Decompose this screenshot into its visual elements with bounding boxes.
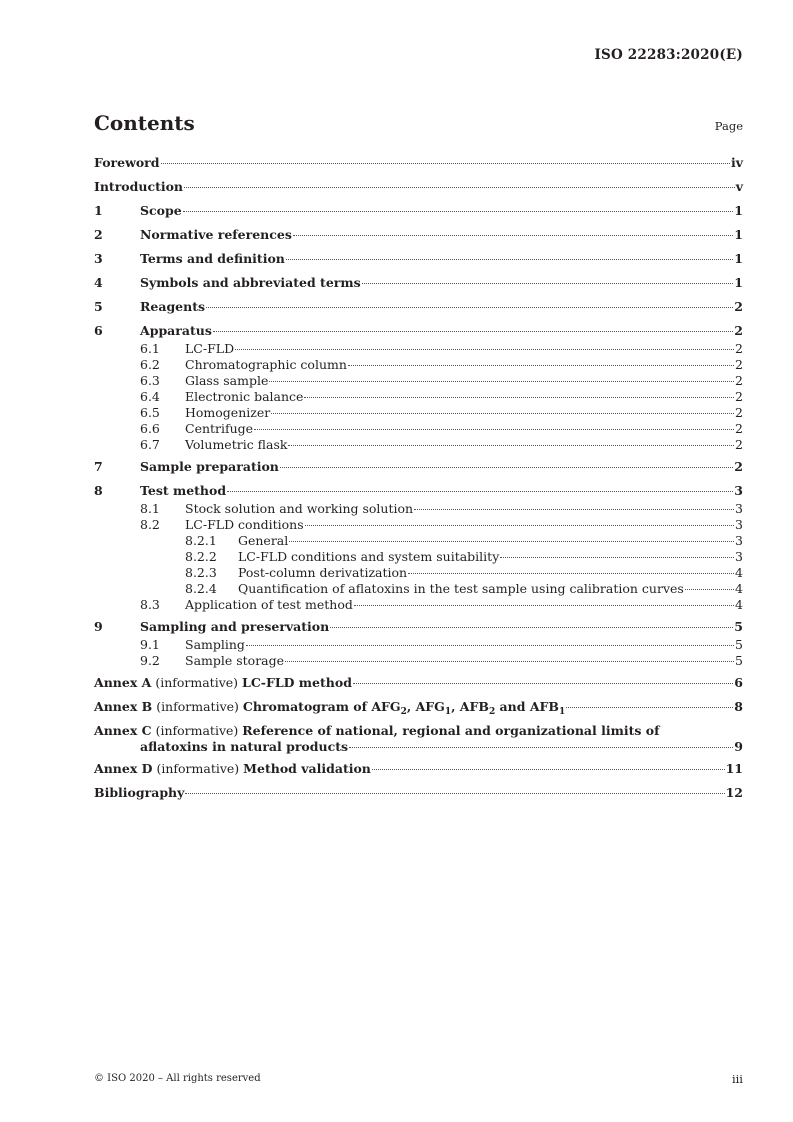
toc-title: LC-FLD conditions <box>185 517 304 532</box>
dot-leader <box>349 747 733 748</box>
toc-entry-6-5[interactable] <box>94 405 743 421</box>
toc-number: 1 <box>94 203 103 218</box>
toc-entry-8-2-2[interactable] <box>94 549 743 565</box>
dot-leader <box>362 283 734 284</box>
toc-entry-6-6[interactable] <box>94 421 743 437</box>
toc-number: 6.5 <box>140 405 160 420</box>
toc-title: Chromatogram of $AFG_2$, $AFG_1$, $AFB_2$ and $AFB_1$ <box>242 699 566 717</box>
toc-number: 6 <box>94 323 103 338</box>
toc-entry-bibliography[interactable] <box>94 785 743 809</box>
dot-leader <box>293 235 733 236</box>
dot-leader <box>269 381 734 382</box>
dot-leader <box>285 661 734 662</box>
toc-entry-6-1[interactable] <box>94 341 743 357</box>
dot-leader <box>304 397 734 398</box>
toc-page: 11 <box>725 761 743 776</box>
toc-entry-8-2[interactable] <box>94 517 743 533</box>
toc-title: Test method <box>140 483 227 498</box>
dot-leader <box>330 627 733 628</box>
toc-page: 1 <box>734 203 743 218</box>
dot-leader <box>206 307 733 308</box>
toc-title: Sampling and preservation <box>140 619 330 634</box>
toc-entry-section-1[interactable] <box>94 203 743 227</box>
toc-title: Quantification of aflatoxins in the test sample using calibration curves <box>238 581 684 596</box>
dot-leader <box>288 445 734 446</box>
toc-entry-9-2[interactable] <box>94 653 743 669</box>
dot-leader <box>161 163 730 164</box>
toc-page: 1 <box>734 275 743 290</box>
toc-number: 6.7 <box>140 437 160 452</box>
toc-title: LC-FLD <box>185 341 235 356</box>
dot-leader <box>254 429 734 430</box>
toc-number: 8.1 <box>140 501 160 516</box>
toc-page: 3 <box>734 483 743 498</box>
toc-title: General <box>238 533 289 548</box>
toc-number: 8.3 <box>140 597 160 612</box>
toc-title: Electronic balance <box>185 389 304 404</box>
toc-title: Method validation <box>243 761 371 776</box>
toc-title: Normative references <box>140 227 292 242</box>
dot-leader <box>414 509 734 510</box>
toc-entry-annex-c[interactable] <box>94 723 743 761</box>
dot-leader <box>227 491 733 492</box>
toc-number: 8.2.4 <box>185 581 217 596</box>
toc-number: 9.2 <box>140 653 160 668</box>
toc-number: 9 <box>94 619 103 634</box>
annex-type: (informative) <box>156 761 240 776</box>
annex-label: Annex C <box>94 723 152 738</box>
toc-entry-6-3[interactable] <box>94 373 743 389</box>
toc-number: 9.1 <box>140 637 160 652</box>
toc-page: 2 <box>734 323 743 338</box>
toc-page: 2 <box>735 421 743 436</box>
copyright-notice: © ISO 2020 – All rights reserved <box>94 1073 261 1084</box>
toc-title: LC-FLD method <box>242 675 352 690</box>
dot-leader <box>183 211 734 212</box>
toc-entry-8-2-3[interactable] <box>94 565 743 581</box>
toc-page: 2 <box>735 357 743 372</box>
toc-title: Centrifuge <box>185 421 254 436</box>
toc-title: Application of test method <box>185 597 353 612</box>
toc-title: Reference of national, regional and organizational limits of <box>242 723 660 738</box>
page-number: iii <box>731 1072 743 1086</box>
toc-page: v <box>735 179 743 194</box>
table-of-contents <box>94 155 743 809</box>
toc-number: 6.1 <box>140 341 160 356</box>
toc-number: 8.2.1 <box>185 533 217 548</box>
toc-page: 2 <box>735 341 743 356</box>
toc-title: Homogenizer <box>185 405 271 420</box>
toc-number: 5 <box>94 299 103 314</box>
toc-title: LC-FLD conditions and system suitability <box>238 549 500 564</box>
toc-page: 5 <box>735 637 743 652</box>
toc-entry-8-1[interactable] <box>94 501 743 517</box>
toc-title: Sample storage <box>185 653 285 668</box>
dot-leader <box>213 331 733 332</box>
toc-entry-foreword[interactable] <box>94 155 743 179</box>
toc-entry-6-2[interactable] <box>94 357 743 373</box>
dot-leader <box>354 605 734 606</box>
toc-number: 3 <box>94 251 103 266</box>
toc-page: 12 <box>725 785 743 800</box>
annex-label: Annex B <box>94 699 153 714</box>
toc-entry-section-6[interactable] <box>94 323 743 341</box>
toc-title: Foreword <box>94 155 160 170</box>
annex-label: Annex A <box>94 675 152 690</box>
toc-page: 6 <box>734 675 743 690</box>
toc-page: 5 <box>735 653 743 668</box>
toc-entry-6-4[interactable] <box>94 389 743 405</box>
toc-number: 8.2 <box>140 517 160 532</box>
dot-leader <box>372 769 725 770</box>
toc-title: Scope <box>140 203 182 218</box>
toc-page: 1 <box>734 227 743 242</box>
toc-page: 3 <box>735 549 743 564</box>
toc-title: Bibliography <box>94 785 185 800</box>
toc-title-continued: aflatoxins in natural products <box>140 739 349 754</box>
dot-leader <box>184 187 735 188</box>
toc-page: 4 <box>735 565 743 580</box>
toc-entry-annex-b[interactable] <box>94 699 743 723</box>
toc-number: 8 <box>94 483 103 498</box>
dot-leader <box>289 541 734 542</box>
toc-entry-8-3[interactable] <box>94 597 743 613</box>
toc-number: 8.2.2 <box>185 549 217 564</box>
toc-page: 2 <box>735 437 743 452</box>
toc-number: 6.2 <box>140 357 160 372</box>
toc-page: 3 <box>735 501 743 516</box>
toc-number: 6.4 <box>140 389 160 404</box>
dot-leader <box>305 525 734 526</box>
toc-number: 4 <box>94 275 103 290</box>
toc-number: 6.6 <box>140 421 160 436</box>
toc-number: 8.2.3 <box>185 565 217 580</box>
toc-page: 2 <box>735 373 743 388</box>
annex-type: (informative) <box>155 675 239 690</box>
dot-leader <box>348 365 734 366</box>
toc-title: Stock solution and working solution <box>185 501 414 516</box>
toc-entry-introduction[interactable] <box>94 179 743 203</box>
toc-entry-section-7[interactable] <box>94 459 743 483</box>
dot-leader <box>271 413 734 414</box>
dot-leader <box>246 645 734 646</box>
toc-page: 8 <box>734 699 743 714</box>
toc-page: 3 <box>735 533 743 548</box>
toc-number: 7 <box>94 459 103 474</box>
dot-leader <box>685 589 734 590</box>
page-column-label: Page <box>714 119 743 133</box>
toc-title: Introduction <box>94 179 184 194</box>
toc-title: Sample preparation <box>140 459 279 474</box>
dot-leader <box>280 467 733 468</box>
contents-title: Contents <box>94 111 195 135</box>
toc-entry-annex-d[interactable] <box>94 761 743 785</box>
dot-leader <box>235 349 734 350</box>
toc-number: 6.3 <box>140 373 160 388</box>
toc-title: Terms and definition <box>140 251 285 266</box>
toc-page: 3 <box>735 517 743 532</box>
toc-title: Chromatographic column <box>185 357 347 372</box>
dot-leader <box>500 557 734 558</box>
toc-page: 4 <box>735 597 743 612</box>
toc-title: Volumetric flask <box>185 437 288 452</box>
toc-page: 2 <box>735 405 743 420</box>
toc-page: 4 <box>735 581 743 596</box>
toc-page: 2 <box>734 299 743 314</box>
toc-title: Post-column derivatization <box>238 565 408 580</box>
toc-title: Sampling <box>185 637 245 652</box>
toc-page: 2 <box>734 459 743 474</box>
toc-entry-6-7[interactable] <box>94 437 743 453</box>
toc-entry-section-3[interactable] <box>94 251 743 275</box>
toc-page: iv <box>730 155 743 170</box>
toc-entry-section-2[interactable] <box>94 227 743 251</box>
toc-entry-section-5[interactable] <box>94 299 743 323</box>
annex-type: (informative) <box>156 699 239 714</box>
dot-leader <box>185 793 724 794</box>
annex-type: (informative) <box>155 723 239 738</box>
dot-leader <box>566 707 733 708</box>
toc-title: Symbols and abbreviated terms <box>140 275 361 290</box>
toc-entry-8-2-4[interactable] <box>94 581 743 597</box>
toc-entry-9-1[interactable] <box>94 637 743 653</box>
toc-entry-section-8[interactable] <box>94 483 743 501</box>
toc-page: 2 <box>735 389 743 404</box>
toc-page: 1 <box>734 251 743 266</box>
annex-label: Annex D <box>94 761 153 776</box>
dot-leader <box>408 573 734 574</box>
toc-title: Reagents <box>140 299 206 314</box>
toc-entry-section-9[interactable] <box>94 619 743 637</box>
toc-title: Apparatus <box>140 323 212 338</box>
standard-identifier: ISO 22283:2020(E) <box>594 47 743 63</box>
dot-leader <box>353 683 733 684</box>
toc-entry-8-2-1[interactable] <box>94 533 743 549</box>
toc-page: 5 <box>734 619 743 634</box>
toc-entry-annex-a[interactable] <box>94 675 743 699</box>
dot-leader <box>286 259 733 260</box>
toc-page: 9 <box>734 739 743 754</box>
toc-entry-section-4[interactable] <box>94 275 743 299</box>
toc-number: 2 <box>94 227 103 242</box>
toc-title: Glass sample <box>185 373 269 388</box>
